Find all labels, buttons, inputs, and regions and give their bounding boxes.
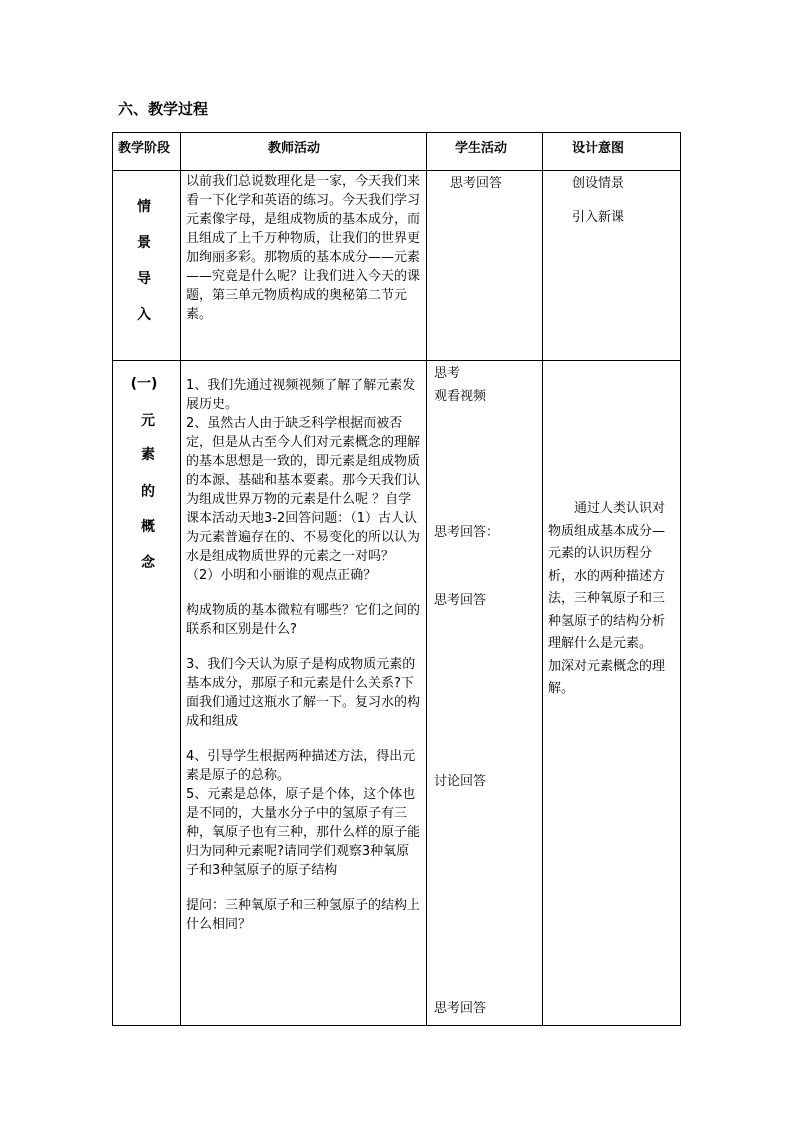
stage-char: 情 [137, 199, 151, 215]
table-border-left [112, 132, 113, 1026]
stage-char: 元 [141, 413, 155, 429]
stage-char: 导 [137, 271, 151, 287]
table-border-bottom [112, 1025, 681, 1026]
row1-design-intent: 创设情景 [572, 176, 625, 191]
teacher-paragraph: 提问：三种氧原子和三种氢原子的结构上什么相同？ [186, 898, 421, 932]
column-divider-2 [426, 132, 427, 1026]
section-title: 六、教学过程 [118, 100, 209, 118]
stage-char: 景 [137, 235, 151, 251]
stage-char: 的 [141, 484, 155, 500]
teacher-paragraph: 3、我们今天认为原子是构成物质元素的基本成分，那原子和元素是什么关系?下面我们通过这瓶水了解一下。复习水的构成和组成 [186, 657, 421, 729]
row1-student-activity: 思考回答 [450, 176, 503, 191]
table-border-top [112, 132, 681, 133]
row2-student-activity: 思考回答 [434, 593, 487, 608]
stage-char: (一) [130, 376, 158, 392]
header-design-intent: 设计意图 [572, 141, 625, 156]
table-border-right [680, 132, 681, 1026]
column-divider-3 [542, 132, 543, 1026]
header-stage: 教学阶段 [118, 141, 171, 156]
column-divider-1 [180, 132, 181, 1026]
stage-char: 念 [141, 555, 155, 571]
stage-char: 概 [141, 519, 155, 535]
row1-design-intent: 引入新课 [572, 210, 625, 225]
teacher-paragraph: 构成物质的基本微粒有哪些？它们之间的联系和区别是什么? [186, 603, 421, 637]
row2-student-activity: 思考回答 [434, 1001, 487, 1016]
teacher-paragraph: 4、引导学生根据两种描述方法，得出元素是原子的总称。 5、元素是总体，原子是个体，这个体也是不同的，大量水分子中的氢原子有三种，氧原子也有三种，那什么样的原子能归为同种元素呢?请同学们观察3种氧原子和3种氢原子的原子结构 [186, 749, 421, 878]
row2-student-activity: 思考回答： [434, 525, 500, 540]
header-row-divider [112, 170, 681, 171]
row1-teacher-activity: 以前我们总说数理化是一家，今天我们来看一下化学和英语的练习。今天我们学习元素像字母，是组成物质的基本成分，而且组成了上千万种物质，让我们的世界更加绚丽多彩。那物质的基本成分——元素——究竟是什么呢？让我们进入今天的课题，第三单元物质构成的奥秘第二节元素。 [186, 174, 421, 322]
row2-teacher-activity [186, 376, 420, 950]
row-divider [112, 360, 681, 361]
header-teacher-activity: 教师活动 [268, 141, 321, 156]
stage-char: 素 [141, 447, 155, 463]
row2-student-activity: 观看视频 [434, 389, 487, 404]
header-student-activity: 学生活动 [455, 141, 508, 156]
row2-student-activity: 思考 [434, 366, 461, 381]
row2-student-activity: 讨论回答 [434, 774, 487, 789]
row2-design-intent [548, 498, 676, 701]
design-paragraph: 加深对元素概念的理解。 [548, 658, 666, 696]
teacher-paragraph: 1、我们先通过视频视频了解了解元素发展历史。 2、虽然古人由于缺乏科学根据而被否定，但是从古至今人们对元素概念的理解的基本思想是一致的，即元素是组成物质的本源、基础和基本要素。那今天我们认为组成世界万物的元素是什么呢 ？自学课本活动天地3-2回答问题：（1）古人认为元素普遍存在的、不易变化的所以认为水是组成物质世界的元素之一对吗？（2）小明和小丽谁的观点正确？ [186, 378, 421, 583]
design-paragraph: 通过人类认识对物质组成基本成分—元素的认识历程分析，水的两种描述方法，三种氧原子和三种氢原子的结构分析理解什么是元素。 [548, 501, 666, 651]
stage-char: 入 [137, 307, 151, 323]
